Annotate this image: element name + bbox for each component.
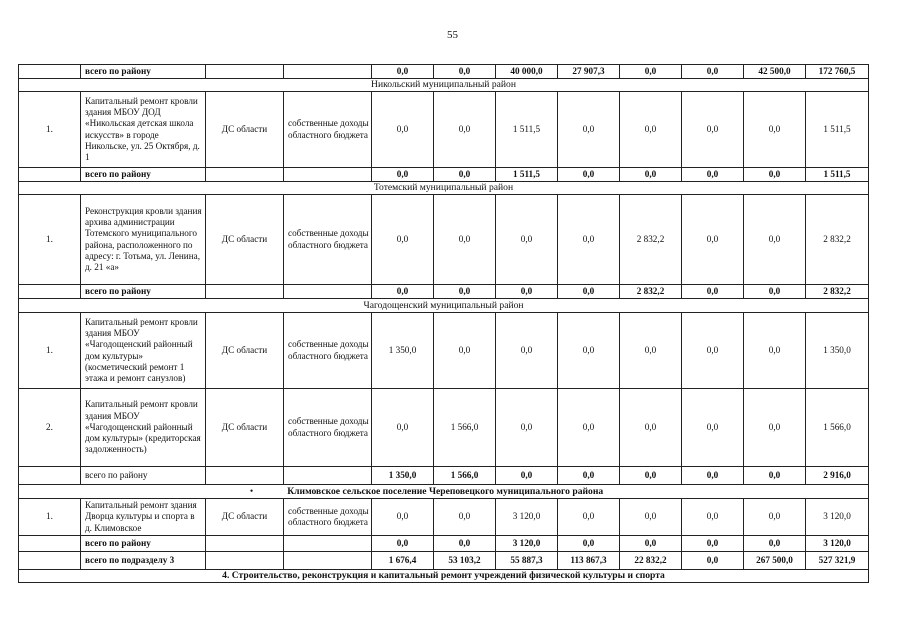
table-row bbox=[19, 92, 869, 168]
section-header-row bbox=[19, 182, 869, 195]
section-header-row bbox=[19, 485, 869, 499]
section-header-row bbox=[19, 570, 869, 583]
value-cell: 0,0 bbox=[558, 168, 620, 182]
funding-source: собственные доходы областного бюджета bbox=[284, 92, 372, 168]
recipient: ДС области bbox=[206, 92, 284, 168]
value-cell: 0,0 bbox=[372, 168, 434, 182]
recipient: ДС области bbox=[206, 195, 284, 285]
recipient: ДС области bbox=[206, 499, 284, 536]
row-index: 1. bbox=[19, 313, 81, 389]
object-name: Реконструкция кровли здания архива администрации Тотемского муниципального района, расположенного по адресу: г. Тотьма, ул. Ленина, д. 21 «а» bbox=[81, 195, 206, 285]
value-cell: 3 120,0 bbox=[806, 499, 869, 536]
table-row bbox=[19, 389, 869, 467]
value-cell: 0,0 bbox=[496, 195, 558, 285]
row-index: 2. bbox=[19, 389, 81, 467]
value-cell: 0,0 bbox=[682, 389, 744, 467]
value-cell: 0,0 bbox=[744, 536, 806, 552]
value-cell: 1 566,0 bbox=[806, 389, 869, 467]
value-cell: 0,0 bbox=[434, 313, 496, 389]
value-cell: 0,0 bbox=[744, 285, 806, 299]
value-cell: 113 867,3 bbox=[558, 552, 620, 570]
total-row-previous bbox=[19, 65, 869, 79]
value-cell: 0,0 bbox=[682, 195, 744, 285]
value-cell: 0,0 bbox=[372, 499, 434, 536]
value-cell: 2 832,2 bbox=[806, 195, 869, 285]
total-label: всего по району bbox=[81, 65, 206, 79]
total-label: всего по району bbox=[81, 285, 206, 299]
value-cell: 1 511,5 bbox=[806, 168, 869, 182]
section-mark: • bbox=[249, 485, 254, 497]
value-cell: 0,0 bbox=[744, 389, 806, 467]
funding-source: собственные доходы областного бюджета bbox=[284, 389, 372, 467]
value-cell: 0,0 bbox=[682, 92, 744, 168]
value-cell: 22 832,2 bbox=[620, 552, 682, 570]
total-label: всего по району bbox=[81, 467, 206, 485]
value-cell: 267 500,0 bbox=[744, 552, 806, 570]
value-cell: 0,0 bbox=[434, 92, 496, 168]
value-cell: 1 511,5 bbox=[496, 92, 558, 168]
value-cell: 0,0 bbox=[496, 467, 558, 485]
value-cell: 0,0 bbox=[434, 168, 496, 182]
value-cell: 3 120,0 bbox=[496, 536, 558, 552]
table-row bbox=[19, 499, 869, 536]
value-cell: 0,0 bbox=[372, 195, 434, 285]
object-name: Капитальный ремонт кровли здания МБОУ «Чагодощенский районный дом культуры» (косметический ремонт 1 этажа и ремонт санузлов) bbox=[81, 313, 206, 389]
section-header-row bbox=[19, 79, 869, 92]
value-cell: 0,0 bbox=[620, 467, 682, 485]
value-cell: 0,0 bbox=[682, 285, 744, 299]
value-cell: 0,0 bbox=[620, 313, 682, 389]
value-cell: 2 832,2 bbox=[620, 285, 682, 299]
value-cell: 172 760,5 bbox=[806, 65, 869, 79]
value-cell: 0,0 bbox=[558, 313, 620, 389]
value-cell: 0,0 bbox=[372, 536, 434, 552]
value-cell: 0,0 bbox=[434, 195, 496, 285]
section-title bbox=[19, 485, 869, 499]
value-cell: 0,0 bbox=[372, 92, 434, 168]
value-cell: 0,0 bbox=[372, 285, 434, 299]
section-title: Тотемский муниципальный район bbox=[19, 182, 869, 195]
value-cell: 1 566,0 bbox=[434, 467, 496, 485]
value-cell: 527 321,9 bbox=[806, 552, 869, 570]
section-title: 4. Строительство, реконструкция и капитальный ремонт учреждений физической культуры и спорта bbox=[19, 570, 869, 583]
object-name: Капитальный ремонт кровли здания МБОУ ДОД «Никольская детская школа искусств» в городе Никольске, ул. 25 Октября, д. 1 bbox=[81, 92, 206, 168]
row-index: 1. bbox=[19, 195, 81, 285]
recipient: ДС области bbox=[206, 389, 284, 467]
value-cell: 0,0 bbox=[620, 65, 682, 79]
value-cell: 0,0 bbox=[434, 65, 496, 79]
total-row bbox=[19, 285, 869, 299]
section-title: Никольский муниципальный район bbox=[19, 79, 869, 92]
value-cell: 0,0 bbox=[744, 92, 806, 168]
value-cell: 42 500,0 bbox=[744, 65, 806, 79]
value-cell: 3 120,0 bbox=[496, 499, 558, 536]
value-cell: 0,0 bbox=[682, 313, 744, 389]
page-number: 55 bbox=[447, 29, 458, 41]
value-cell: 0,0 bbox=[372, 389, 434, 467]
value-cell: 0,0 bbox=[744, 313, 806, 389]
value-cell: 2 832,2 bbox=[806, 285, 869, 299]
total-row bbox=[19, 168, 869, 182]
value-cell: 1 566,0 bbox=[434, 389, 496, 467]
object-name: Капитальный ремонт здания Дворца культуры и спорта в д. Климовское bbox=[81, 499, 206, 536]
funding-source: собственные доходы областного бюджета bbox=[284, 499, 372, 536]
value-cell: 0,0 bbox=[744, 195, 806, 285]
value-cell: 1 350,0 bbox=[372, 313, 434, 389]
value-cell: 0,0 bbox=[620, 536, 682, 552]
row-index: 1. bbox=[19, 92, 81, 168]
total-label: всего по району bbox=[81, 168, 206, 182]
value-cell: 0,0 bbox=[558, 536, 620, 552]
value-cell: 0,0 bbox=[744, 168, 806, 182]
value-cell: 3 120,0 bbox=[806, 536, 869, 552]
value-cell: 0,0 bbox=[620, 92, 682, 168]
table-row bbox=[19, 195, 869, 285]
value-cell: 0,0 bbox=[682, 552, 744, 570]
subsection-total-row bbox=[19, 552, 869, 570]
value-cell: 0,0 bbox=[558, 92, 620, 168]
value-cell: 40 000,0 bbox=[496, 65, 558, 79]
value-cell: 0,0 bbox=[434, 499, 496, 536]
value-cell: 0,0 bbox=[682, 65, 744, 79]
value-cell: 2 916,0 bbox=[806, 467, 869, 485]
value-cell: 1 511,5 bbox=[806, 92, 869, 168]
value-cell: 1 350,0 bbox=[372, 467, 434, 485]
value-cell: 0,0 bbox=[496, 285, 558, 299]
section-header-row bbox=[19, 299, 869, 313]
value-cell: 0,0 bbox=[620, 168, 682, 182]
recipient: ДС области bbox=[206, 313, 284, 389]
value-cell: 1 676,4 bbox=[372, 552, 434, 570]
value-cell: 0,0 bbox=[558, 499, 620, 536]
value-cell: 0,0 bbox=[496, 389, 558, 467]
value-cell: 0,0 bbox=[620, 389, 682, 467]
section-title: Чагодощенский муниципальный район bbox=[19, 299, 869, 313]
value-cell: 2 832,2 bbox=[620, 195, 682, 285]
value-cell: 0,0 bbox=[744, 467, 806, 485]
total-label: всего по району bbox=[81, 536, 206, 552]
value-cell: 53 103,2 bbox=[434, 552, 496, 570]
section-title-text: Климовское сельское поселение Череповецкого муниципального района bbox=[287, 485, 604, 497]
value-cell: 27 907,3 bbox=[558, 65, 620, 79]
value-cell: 0,0 bbox=[744, 499, 806, 536]
value-cell: 55 887,3 bbox=[496, 552, 558, 570]
funding-source: собственные доходы областного бюджета bbox=[284, 195, 372, 285]
value-cell: 0,0 bbox=[682, 499, 744, 536]
value-cell: 0,0 bbox=[682, 467, 744, 485]
value-cell: 0,0 bbox=[434, 536, 496, 552]
value-cell: 1 350,0 bbox=[806, 313, 869, 389]
value-cell: 0,0 bbox=[496, 313, 558, 389]
budget-table bbox=[18, 64, 869, 583]
value-cell: 0,0 bbox=[558, 195, 620, 285]
total-row bbox=[19, 536, 869, 552]
subsection-total-label: всего по подразделу 3 bbox=[81, 552, 206, 570]
row-index: 1. bbox=[19, 499, 81, 536]
value-cell: 0,0 bbox=[558, 285, 620, 299]
value-cell: 0,0 bbox=[434, 285, 496, 299]
value-cell: 1 511,5 bbox=[496, 168, 558, 182]
table-row bbox=[19, 313, 869, 389]
object-name: Капитальный ремонт кровли здания МБОУ «Чагодощенский районный дом культуры» (кредиторская задолженность) bbox=[81, 389, 206, 467]
value-cell: 0,0 bbox=[682, 168, 744, 182]
value-cell: 0,0 bbox=[558, 389, 620, 467]
funding-source: собственные доходы областного бюджета bbox=[284, 313, 372, 389]
total-row bbox=[19, 467, 869, 485]
value-cell: 0,0 bbox=[558, 467, 620, 485]
value-cell: 0,0 bbox=[372, 65, 434, 79]
value-cell: 0,0 bbox=[620, 499, 682, 536]
value-cell: 0,0 bbox=[682, 536, 744, 552]
